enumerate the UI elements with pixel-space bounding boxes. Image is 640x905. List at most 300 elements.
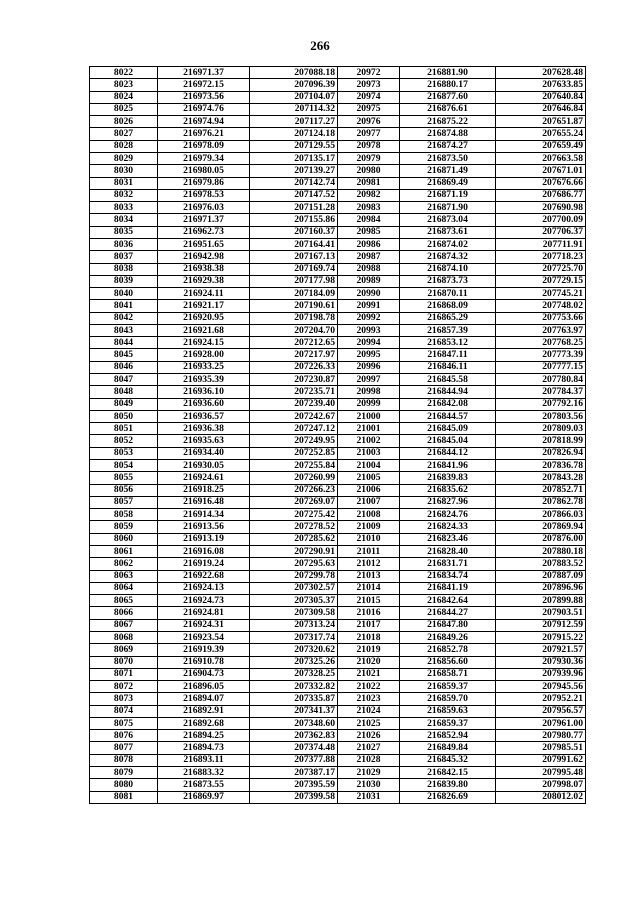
table-row — [90, 324, 586, 336]
y-coord-right: 207655.24 — [496, 128, 586, 140]
point-id-left: 8064 — [90, 582, 158, 594]
point-id-right: 20994 — [338, 337, 400, 349]
y-coord-left: 207114.32 — [250, 103, 338, 115]
y-coord-left: 207117.27 — [250, 116, 338, 128]
x-coord-right: 216847.80 — [400, 619, 496, 631]
x-coord-left: 216896.05 — [158, 681, 250, 693]
x-coord-left: 216892.91 — [158, 705, 250, 717]
table-row — [90, 668, 586, 680]
x-coord-left: 216910.78 — [158, 656, 250, 668]
table-row — [90, 214, 586, 226]
point-id-left: 8035 — [90, 226, 158, 238]
point-id-right: 21018 — [338, 631, 400, 643]
x-coord-right: 216869.49 — [400, 177, 496, 189]
x-coord-left: 216978.09 — [158, 140, 250, 152]
point-id-left: 8037 — [90, 251, 158, 263]
point-id-left: 8075 — [90, 717, 158, 729]
y-coord-right: 207998.07 — [496, 779, 586, 791]
table-row — [90, 140, 586, 152]
point-id-left: 8073 — [90, 693, 158, 705]
x-coord-left: 216924.73 — [158, 595, 250, 607]
point-id-right: 21030 — [338, 779, 400, 791]
y-coord-right: 207852.71 — [496, 484, 586, 496]
x-coord-left: 216974.94 — [158, 116, 250, 128]
x-coord-right: 216846.11 — [400, 361, 496, 373]
x-coord-right: 216826.69 — [400, 791, 496, 803]
x-coord-left: 216930.05 — [158, 460, 250, 472]
point-id-left: 8029 — [90, 152, 158, 164]
y-coord-left: 207226.33 — [250, 361, 338, 373]
x-coord-left: 216918.25 — [158, 484, 250, 496]
x-coord-right: 216842.64 — [400, 595, 496, 607]
x-coord-left: 216893.11 — [158, 754, 250, 766]
x-coord-left: 216894.25 — [158, 730, 250, 742]
y-coord-right: 207663.58 — [496, 152, 586, 164]
x-coord-right: 216847.11 — [400, 349, 496, 361]
point-id-left: 8070 — [90, 656, 158, 668]
x-coord-right: 216845.09 — [400, 423, 496, 435]
x-coord-left: 216935.63 — [158, 435, 250, 447]
y-coord-right: 207956.57 — [496, 705, 586, 717]
x-coord-left: 216913.19 — [158, 533, 250, 545]
x-coord-left: 216924.31 — [158, 619, 250, 631]
point-id-left: 8048 — [90, 386, 158, 398]
y-coord-left: 207151.28 — [250, 202, 338, 214]
y-coord-right: 207784.37 — [496, 386, 586, 398]
y-coord-left: 207341.37 — [250, 705, 338, 717]
table-row — [90, 386, 586, 398]
x-coord-left: 216973.56 — [158, 91, 250, 103]
y-coord-left: 207295.63 — [250, 558, 338, 570]
point-id-left: 8058 — [90, 509, 158, 521]
point-id-left: 8059 — [90, 521, 158, 533]
y-coord-right: 207869.94 — [496, 521, 586, 533]
y-coord-right: 208012.02 — [496, 791, 586, 803]
point-id-right: 21015 — [338, 595, 400, 607]
point-id-left: 8056 — [90, 484, 158, 496]
point-id-right: 20978 — [338, 140, 400, 152]
y-coord-right: 207912.59 — [496, 619, 586, 631]
table-row — [90, 558, 586, 570]
point-id-left: 8038 — [90, 263, 158, 275]
x-coord-left: 216924.11 — [158, 288, 250, 300]
x-coord-left: 216916.08 — [158, 545, 250, 557]
x-coord-left: 216938.38 — [158, 263, 250, 275]
y-coord-right: 207725.70 — [496, 263, 586, 275]
table-row — [90, 779, 586, 791]
x-coord-left: 216971.37 — [158, 214, 250, 226]
point-id-right: 21016 — [338, 607, 400, 619]
coordinates-table — [89, 66, 586, 804]
x-coord-left: 216929.38 — [158, 275, 250, 287]
table-row — [90, 509, 586, 521]
table-row — [90, 177, 586, 189]
y-coord-right: 207792.16 — [496, 398, 586, 410]
x-coord-left: 216916.48 — [158, 496, 250, 508]
point-id-right: 21001 — [338, 423, 400, 435]
y-coord-right: 207711.91 — [496, 238, 586, 250]
x-coord-left: 216976.03 — [158, 202, 250, 214]
x-coord-right: 216874.10 — [400, 263, 496, 275]
x-coord-left: 216936.57 — [158, 410, 250, 422]
point-id-right: 21031 — [338, 791, 400, 803]
point-id-left: 8066 — [90, 607, 158, 619]
table-row — [90, 275, 586, 287]
y-coord-right: 207826.94 — [496, 447, 586, 459]
y-coord-right: 207991.62 — [496, 754, 586, 766]
table-row — [90, 582, 586, 594]
point-id-right: 20986 — [338, 238, 400, 250]
table-row — [90, 202, 586, 214]
point-id-left: 8052 — [90, 435, 158, 447]
y-coord-right: 207836.78 — [496, 460, 586, 472]
point-id-right: 21002 — [338, 435, 400, 447]
point-id-right: 20973 — [338, 79, 400, 91]
y-coord-right: 207843.28 — [496, 472, 586, 484]
x-coord-right: 216871.49 — [400, 165, 496, 177]
y-coord-right: 207686.77 — [496, 189, 586, 201]
y-coord-right: 207896.96 — [496, 582, 586, 594]
x-coord-left: 216904.73 — [158, 668, 250, 680]
point-id-right: 21008 — [338, 509, 400, 521]
y-coord-right: 207690.98 — [496, 202, 586, 214]
y-coord-right: 207961.00 — [496, 717, 586, 729]
point-id-right: 21014 — [338, 582, 400, 594]
x-coord-left: 216919.24 — [158, 558, 250, 570]
point-id-right: 21027 — [338, 742, 400, 754]
point-id-left: 8060 — [90, 533, 158, 545]
x-coord-right: 216824.76 — [400, 509, 496, 521]
table-row — [90, 693, 586, 705]
table-row — [90, 337, 586, 349]
point-id-left: 8046 — [90, 361, 158, 373]
y-coord-left: 207160.37 — [250, 226, 338, 238]
table-row — [90, 300, 586, 312]
point-id-right: 20972 — [338, 67, 400, 79]
x-coord-left: 216924.13 — [158, 582, 250, 594]
x-coord-left: 216962.73 — [158, 226, 250, 238]
point-id-right: 20987 — [338, 251, 400, 263]
point-id-left: 8051 — [90, 423, 158, 435]
point-id-right: 20977 — [338, 128, 400, 140]
table-row — [90, 251, 586, 263]
x-coord-right: 216874.32 — [400, 251, 496, 263]
table-row — [90, 791, 586, 803]
table-row — [90, 705, 586, 717]
table-row — [90, 103, 586, 115]
point-id-right: 20985 — [338, 226, 400, 238]
y-coord-left: 207387.17 — [250, 767, 338, 779]
table-row — [90, 484, 586, 496]
point-id-right: 20981 — [338, 177, 400, 189]
table-row — [90, 116, 586, 128]
point-id-left: 8043 — [90, 324, 158, 336]
y-coord-right: 207671.01 — [496, 165, 586, 177]
x-coord-left: 216971.37 — [158, 67, 250, 79]
point-id-right: 20992 — [338, 312, 400, 324]
x-coord-right: 216849.84 — [400, 742, 496, 754]
table-row — [90, 767, 586, 779]
point-id-left: 8028 — [90, 140, 158, 152]
point-id-left: 8061 — [90, 545, 158, 557]
point-id-left: 8025 — [90, 103, 158, 115]
y-coord-right: 207700.09 — [496, 214, 586, 226]
point-id-left: 8055 — [90, 472, 158, 484]
x-coord-left: 216922.68 — [158, 570, 250, 582]
x-coord-right: 216877.60 — [400, 91, 496, 103]
y-coord-right: 207952.21 — [496, 693, 586, 705]
table-row — [90, 545, 586, 557]
x-coord-left: 216933.25 — [158, 361, 250, 373]
x-coord-right: 216859.70 — [400, 693, 496, 705]
point-id-left: 8022 — [90, 67, 158, 79]
x-coord-left: 216936.38 — [158, 423, 250, 435]
y-coord-right: 207773.39 — [496, 349, 586, 361]
y-coord-left: 207139.27 — [250, 165, 338, 177]
x-coord-right: 216828.40 — [400, 545, 496, 557]
point-id-right: 20996 — [338, 361, 400, 373]
table-row — [90, 595, 586, 607]
y-coord-left: 207184.09 — [250, 288, 338, 300]
y-coord-left: 207212.65 — [250, 337, 338, 349]
y-coord-right: 207803.56 — [496, 410, 586, 422]
table-row — [90, 91, 586, 103]
table-row — [90, 447, 586, 459]
y-coord-right: 207628.48 — [496, 67, 586, 79]
x-coord-left: 216914.34 — [158, 509, 250, 521]
x-coord-right: 216859.37 — [400, 717, 496, 729]
y-coord-left: 207167.13 — [250, 251, 338, 263]
y-coord-left: 207309.58 — [250, 607, 338, 619]
y-coord-right: 207903.51 — [496, 607, 586, 619]
y-coord-right: 207809.03 — [496, 423, 586, 435]
y-coord-right: 207753.66 — [496, 312, 586, 324]
y-coord-left: 207177.98 — [250, 275, 338, 287]
y-coord-right: 207729.15 — [496, 275, 586, 287]
y-coord-left: 207129.55 — [250, 140, 338, 152]
point-id-left: 8063 — [90, 570, 158, 582]
x-coord-left: 216979.34 — [158, 152, 250, 164]
y-coord-right: 207633.85 — [496, 79, 586, 91]
x-coord-right: 216845.32 — [400, 754, 496, 766]
table-row — [90, 79, 586, 91]
point-id-right: 20995 — [338, 349, 400, 361]
table-row — [90, 67, 586, 79]
point-id-right: 21005 — [338, 472, 400, 484]
x-coord-right: 216827.96 — [400, 496, 496, 508]
x-coord-right: 216852.78 — [400, 644, 496, 656]
table-row — [90, 398, 586, 410]
x-coord-right: 216873.61 — [400, 226, 496, 238]
y-coord-left: 207124.18 — [250, 128, 338, 140]
table-row — [90, 631, 586, 643]
x-coord-left: 216873.55 — [158, 779, 250, 791]
x-coord-left: 216924.61 — [158, 472, 250, 484]
point-id-right: 21009 — [338, 521, 400, 533]
y-coord-left: 207269.07 — [250, 496, 338, 508]
point-id-right: 20993 — [338, 324, 400, 336]
point-id-right: 21012 — [338, 558, 400, 570]
y-coord-left: 207242.67 — [250, 410, 338, 422]
x-coord-left: 216979.86 — [158, 177, 250, 189]
y-coord-left: 207142.74 — [250, 177, 338, 189]
point-id-left: 8039 — [90, 275, 158, 287]
x-coord-right: 216857.39 — [400, 324, 496, 336]
x-coord-right: 216871.19 — [400, 189, 496, 201]
y-coord-right: 207985.51 — [496, 742, 586, 754]
x-coord-left: 216924.81 — [158, 607, 250, 619]
point-id-left: 8026 — [90, 116, 158, 128]
y-coord-right: 207930.36 — [496, 656, 586, 668]
point-id-right: 21011 — [338, 545, 400, 557]
point-id-left: 8031 — [90, 177, 158, 189]
x-coord-right: 216845.04 — [400, 435, 496, 447]
x-coord-left: 216894.07 — [158, 693, 250, 705]
point-id-right: 20999 — [338, 398, 400, 410]
y-coord-right: 207748.02 — [496, 300, 586, 312]
point-id-left: 8027 — [90, 128, 158, 140]
x-coord-left: 216924.15 — [158, 337, 250, 349]
x-coord-right: 216842.08 — [400, 398, 496, 410]
x-coord-right: 216839.80 — [400, 779, 496, 791]
x-coord-right: 216834.74 — [400, 570, 496, 582]
point-id-left: 8078 — [90, 754, 158, 766]
x-coord-right: 216823.46 — [400, 533, 496, 545]
table-row — [90, 681, 586, 693]
x-coord-right: 216868.09 — [400, 300, 496, 312]
y-coord-left: 207275.42 — [250, 509, 338, 521]
y-coord-left: 207348.60 — [250, 717, 338, 729]
y-coord-left: 207147.52 — [250, 189, 338, 201]
x-coord-right: 216874.02 — [400, 238, 496, 250]
y-coord-right: 207745.21 — [496, 288, 586, 300]
y-coord-left: 207169.74 — [250, 263, 338, 275]
y-coord-left: 207135.17 — [250, 152, 338, 164]
x-coord-left: 216894.73 — [158, 742, 250, 754]
point-id-right: 20979 — [338, 152, 400, 164]
point-id-left: 8068 — [90, 631, 158, 643]
point-id-right: 21025 — [338, 717, 400, 729]
x-coord-left: 216919.39 — [158, 644, 250, 656]
x-coord-right: 216844.12 — [400, 447, 496, 459]
point-id-right: 20976 — [338, 116, 400, 128]
y-coord-right: 207780.84 — [496, 374, 586, 386]
x-coord-right: 216835.62 — [400, 484, 496, 496]
table-row — [90, 607, 586, 619]
x-coord-right: 216873.04 — [400, 214, 496, 226]
table-row — [90, 533, 586, 545]
y-coord-right: 207646.84 — [496, 103, 586, 115]
x-coord-left: 216951.65 — [158, 238, 250, 250]
point-id-right: 21004 — [338, 460, 400, 472]
y-coord-right: 207862.78 — [496, 496, 586, 508]
y-coord-left: 207155.86 — [250, 214, 338, 226]
x-coord-right: 216856.60 — [400, 656, 496, 668]
point-id-right: 21024 — [338, 705, 400, 717]
table-row — [90, 472, 586, 484]
y-coord-left: 207230.87 — [250, 374, 338, 386]
y-coord-right: 207706.37 — [496, 226, 586, 238]
x-coord-left: 216976.21 — [158, 128, 250, 140]
table-row — [90, 754, 586, 766]
x-coord-left: 216935.39 — [158, 374, 250, 386]
x-coord-right: 216873.50 — [400, 152, 496, 164]
y-coord-left: 207260.99 — [250, 472, 338, 484]
table-row — [90, 226, 586, 238]
y-coord-right: 207921.57 — [496, 644, 586, 656]
y-coord-right: 207866.03 — [496, 509, 586, 521]
y-coord-right: 207718.23 — [496, 251, 586, 263]
table-row — [90, 423, 586, 435]
y-coord-right: 207763.97 — [496, 324, 586, 336]
table-row — [90, 435, 586, 447]
y-coord-left: 207362.83 — [250, 730, 338, 742]
table-row — [90, 189, 586, 201]
x-coord-left: 216883.32 — [158, 767, 250, 779]
table-row — [90, 288, 586, 300]
y-coord-left: 207164.41 — [250, 238, 338, 250]
y-coord-left: 207096.39 — [250, 79, 338, 91]
point-id-left: 8057 — [90, 496, 158, 508]
y-coord-left: 207313.24 — [250, 619, 338, 631]
y-coord-right: 207939.96 — [496, 668, 586, 680]
x-coord-left: 216980.05 — [158, 165, 250, 177]
x-coord-left: 216921.17 — [158, 300, 250, 312]
x-coord-right: 216841.96 — [400, 460, 496, 472]
table-row — [90, 570, 586, 582]
coordinates-table-body — [90, 67, 586, 804]
y-coord-right: 207659.49 — [496, 140, 586, 152]
x-coord-right: 216870.11 — [400, 288, 496, 300]
point-id-right: 21017 — [338, 619, 400, 631]
x-coord-left: 216978.53 — [158, 189, 250, 201]
x-coord-right: 216858.71 — [400, 668, 496, 680]
x-coord-left: 216913.56 — [158, 521, 250, 533]
point-id-left: 8081 — [90, 791, 158, 803]
point-id-right: 20982 — [338, 189, 400, 201]
point-id-right: 21013 — [338, 570, 400, 582]
x-coord-right: 216874.27 — [400, 140, 496, 152]
y-coord-left: 207320.62 — [250, 644, 338, 656]
point-id-right: 21028 — [338, 754, 400, 766]
x-coord-right: 216875.22 — [400, 116, 496, 128]
y-coord-left: 207299.78 — [250, 570, 338, 582]
point-id-left: 8024 — [90, 91, 158, 103]
x-coord-left: 216923.54 — [158, 631, 250, 643]
point-id-right: 21021 — [338, 668, 400, 680]
y-coord-right: 207880.18 — [496, 545, 586, 557]
x-coord-left: 216869.97 — [158, 791, 250, 803]
point-id-left: 8067 — [90, 619, 158, 631]
y-coord-left: 207317.74 — [250, 631, 338, 643]
y-coord-right: 207883.52 — [496, 558, 586, 570]
point-id-right: 20983 — [338, 202, 400, 214]
point-id-left: 8040 — [90, 288, 158, 300]
y-coord-right: 207651.87 — [496, 116, 586, 128]
x-coord-left: 216928.00 — [158, 349, 250, 361]
x-coord-right: 216831.71 — [400, 558, 496, 570]
point-id-left: 8076 — [90, 730, 158, 742]
point-id-left: 8042 — [90, 312, 158, 324]
table-row — [90, 165, 586, 177]
y-coord-left: 207285.62 — [250, 533, 338, 545]
point-id-right: 20991 — [338, 300, 400, 312]
point-id-right: 20990 — [338, 288, 400, 300]
x-coord-right: 216824.33 — [400, 521, 496, 533]
x-coord-right: 216876.61 — [400, 103, 496, 115]
y-coord-right: 207818.99 — [496, 435, 586, 447]
point-id-left: 8033 — [90, 202, 158, 214]
